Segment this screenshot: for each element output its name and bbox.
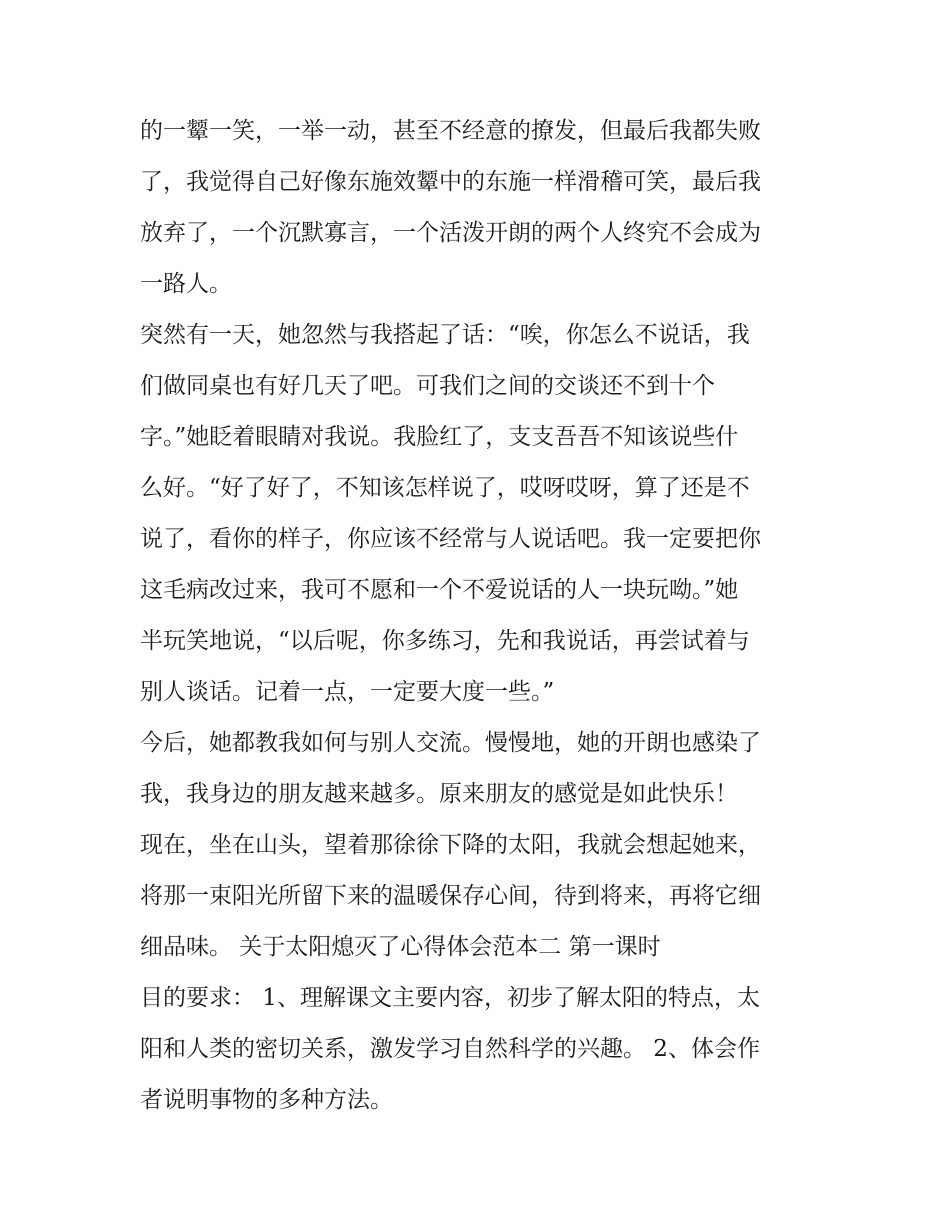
- text-line: 今后，她都教我如何与别人交流。慢慢地，她的开朗也感染了: [140, 730, 761, 756]
- text-line: 了，我觉得自己好像东施效颦中的东施一样滑稽可笑，最后我: [140, 169, 761, 195]
- text-line: 说了，看你的样子，你应该不经常与人说话吧。我一定要把你: [140, 526, 761, 552]
- text-line: 将那一束阳光所留下来的温暖保存心间，待到将来，再将它细: [140, 883, 761, 909]
- text-line: 半玩笑地说，“以后呢，你多练习，先和我说话，再尝试着与: [140, 628, 750, 654]
- document-body: [140, 106, 820, 1126]
- text-line: 一路人。: [140, 271, 232, 297]
- text-line: 放弃了，一个沉默寡言，一个活泼开朗的两个人终究不会成为: [140, 220, 761, 246]
- text-line: 突然有一天，她忽然与我搭起了话：“唉，你怎么不说话，我: [140, 322, 750, 348]
- text-line: 我，我身边的朋友越来越多。原来朋友的感觉是如此快乐！: [140, 781, 738, 807]
- text-line: 这毛病改过来，我可不愿和一个不爱说话的人一块玩呦。”她: [140, 577, 739, 603]
- text-line: 现在，坐在山头，望着那徐徐下降的太阳，我就会想起她来，: [140, 832, 761, 858]
- text-line: 细品味。 关于太阳熄灭了心得体会范本二 第一课时: [140, 934, 661, 960]
- text-line: 者说明事物的多种方法。: [140, 1087, 393, 1113]
- text-line: 阳和人类的密切关系，激发学习自然科学的兴趣。 2、体会作: [140, 1036, 760, 1062]
- text-line: 的一颦一笑，一举一动，甚至不经意的撩发，但最后我都失败: [140, 118, 761, 144]
- text-line: 别人谈话。记着一点，一定要大度一些。”: [140, 679, 555, 705]
- text-line: 字。”她眨着眼睛对我说。我脸红了，支支吾吾不知该说些什: [140, 424, 739, 450]
- text-line: 么好。“好了好了，不知该怎样说了，哎呀哎呀，算了还是不: [140, 475, 750, 501]
- text-line: 目的要求： 1、理解课文主要内容，初步了解太阳的特点，太: [140, 985, 760, 1011]
- text-line: 们做同桌也有好几天了吧。可我们之间的交谈还不到十个: [140, 373, 715, 399]
